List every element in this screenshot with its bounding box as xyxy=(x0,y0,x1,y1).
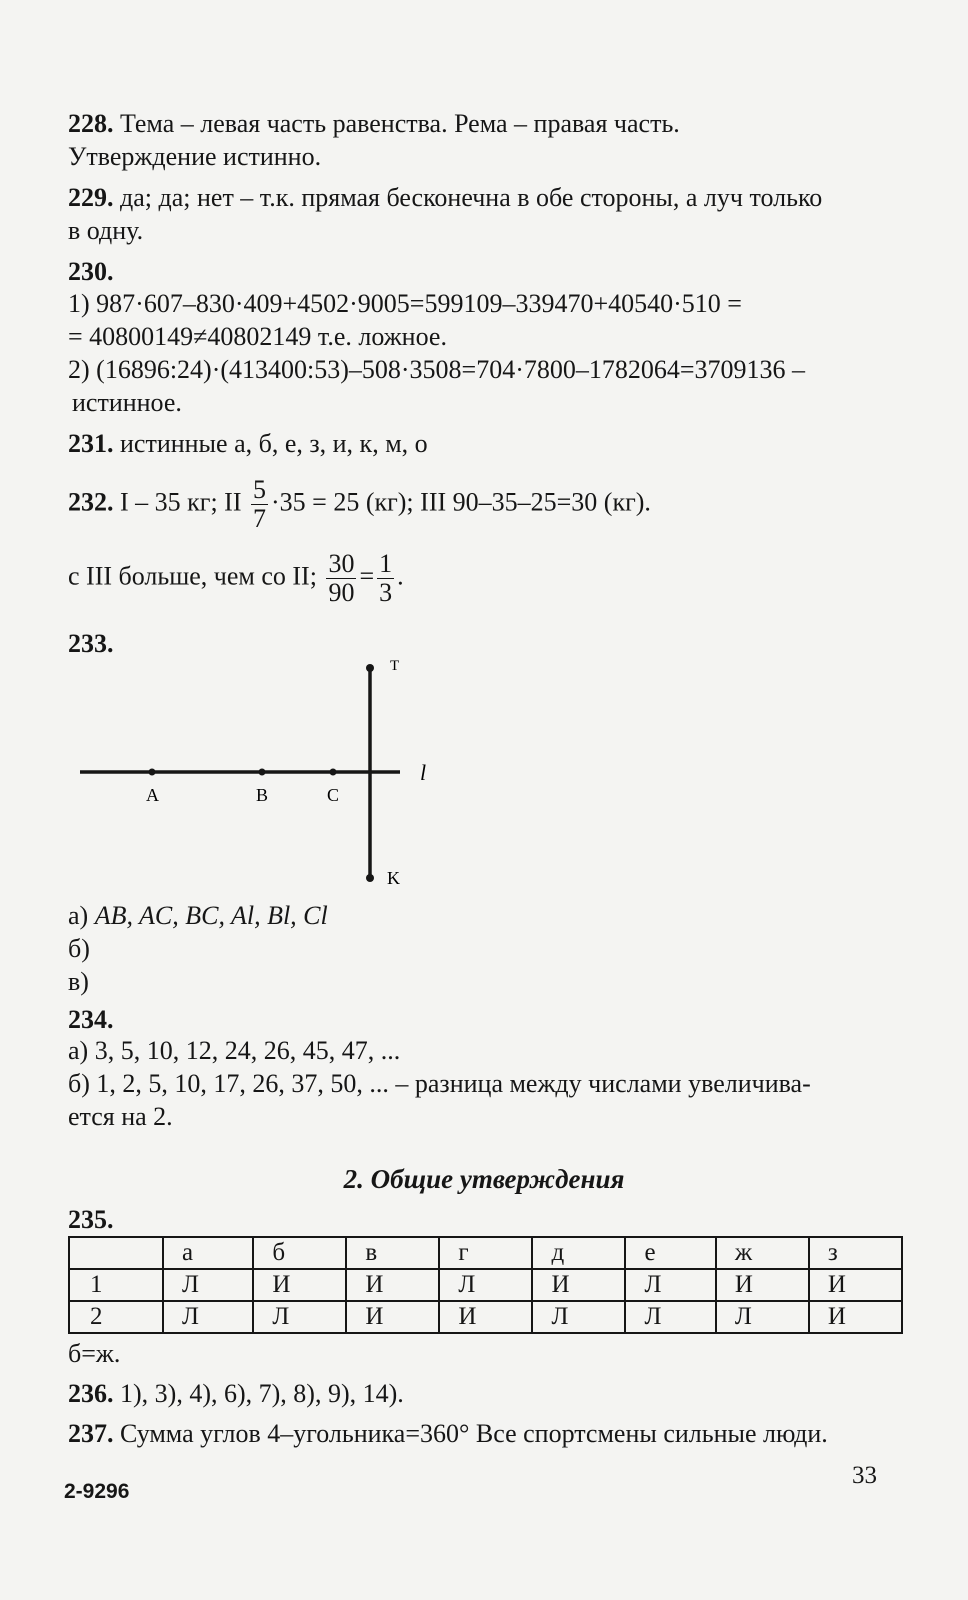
table-cell xyxy=(69,1237,163,1269)
label-a: A xyxy=(146,785,159,805)
problem-230-line2: = 40800149≠40802149 т.е. ложное. xyxy=(68,322,447,351)
table-cell: в xyxy=(346,1237,439,1269)
problem-230-line1: 1) 987·607–830·409+4502·9005=599109–339470+40540·510 = xyxy=(68,289,742,318)
fraction-5-7: $\frac{5}{7}$ xyxy=(253,475,266,533)
problem-237: 237. Сумма углов 4–угольника=360° Все спортсмены сильные люди. xyxy=(68,1419,828,1448)
table-cell: Л xyxy=(716,1301,809,1333)
table-cell: 2 xyxy=(69,1301,163,1333)
problem-234-a: а) 3, 5, 10, 12, 24, 26, 45, 47, ... xyxy=(68,1036,401,1065)
point-c xyxy=(330,769,337,776)
table-cell: Л xyxy=(439,1269,532,1301)
problem-233-number: 233. xyxy=(68,629,114,658)
table-cell: И xyxy=(346,1269,439,1301)
problem-233-a: а) AB, AC, BC, Al, Bl, Cl xyxy=(68,901,328,930)
label-l: l xyxy=(420,760,427,785)
problem-230-number: 230. xyxy=(68,257,114,286)
geometry-diagram xyxy=(0,640,968,890)
table-cell: Л xyxy=(163,1269,253,1301)
table-cell: И xyxy=(346,1301,439,1333)
label-k: K xyxy=(387,868,400,888)
fraction-1-3: $\frac{1}{3}$ xyxy=(379,549,393,607)
table-cell: 1 xyxy=(69,1269,163,1301)
problem-231: 231. истинные а, б, е, з, и, к, м, о xyxy=(68,429,428,458)
section-title: 2. Общие утверждения xyxy=(343,1164,625,1194)
problem-236: 236. 1), 3), 4), 6), 7), 8), 9), 14). xyxy=(68,1379,404,1408)
table-cell: Л xyxy=(625,1269,715,1301)
table-cell: Л xyxy=(253,1301,346,1333)
problem-228: 228. Тема – левая часть равенства. Рема – правая часть. xyxy=(68,109,680,138)
problem-235-note: б=ж. xyxy=(68,1339,121,1368)
problem-234-c: ется на 2. xyxy=(68,1102,173,1131)
table-cell: ж xyxy=(716,1237,809,1269)
problem-233-v: в) xyxy=(68,967,89,996)
problem-232-line2: с III больше, чем со II; $\frac{30}{90}$ = $\frac{1}{3}$ . xyxy=(68,549,404,607)
label-t: T xyxy=(390,658,400,674)
truth-table xyxy=(68,1236,903,1334)
point-b xyxy=(259,769,266,776)
problem-229-line2: в одну. xyxy=(68,216,144,245)
table-cell: з xyxy=(809,1237,902,1269)
problem-232: 232. I – 35 кг; II $\frac{5}{7}$ ·35 = 25 (кг); III 90–35–25=30 (кг). xyxy=(68,475,651,533)
print-code: 2-9296 xyxy=(64,1480,130,1503)
table-cell: Л xyxy=(163,1301,253,1333)
table-row xyxy=(69,1301,902,1333)
problem-234-b: б) 1, 2, 5, 10, 17, 26, 37, 50, ... – разница между числами увеличива- xyxy=(68,1069,811,1098)
table-cell: И xyxy=(253,1269,346,1301)
table-cell: г xyxy=(439,1237,532,1269)
table-header-row xyxy=(69,1237,902,1269)
table-row xyxy=(69,1269,902,1301)
table-cell: И xyxy=(439,1301,532,1333)
point-t xyxy=(366,664,374,672)
table-cell: И xyxy=(809,1269,902,1301)
label-b: B xyxy=(256,785,269,805)
problem-235-number: 235. xyxy=(68,1205,114,1234)
table-cell: Л xyxy=(532,1301,625,1333)
point-k xyxy=(366,874,374,882)
problem-230-line4: истинное. xyxy=(72,388,182,417)
problem-234-number: 234. xyxy=(68,1005,114,1034)
table-cell: И xyxy=(809,1301,902,1333)
table-cell: д xyxy=(532,1237,625,1269)
problem-228-line2: Утверждение истинно. xyxy=(68,142,322,171)
problem-233-b: б) xyxy=(68,934,90,963)
table-cell: И xyxy=(716,1269,809,1301)
table-cell: а xyxy=(163,1237,253,1269)
label-c: C xyxy=(327,785,340,805)
page-number: 33 xyxy=(852,1462,877,1489)
table-cell: б xyxy=(253,1237,346,1269)
problem-229: 229. да; да; нет – т.к. прямая бесконечна в обе стороны, а луч только xyxy=(68,183,823,212)
table-cell: е xyxy=(625,1237,715,1269)
table-cell: Л xyxy=(625,1301,715,1333)
point-a xyxy=(149,769,156,776)
problem-230-line3: 2) (16896:24)·(413400:53)–508·3508=704·7800–1782064=3709136 – xyxy=(68,355,806,384)
fraction-30-90: $\frac{30}{90}$ xyxy=(328,549,355,607)
table-cell: И xyxy=(532,1269,625,1301)
